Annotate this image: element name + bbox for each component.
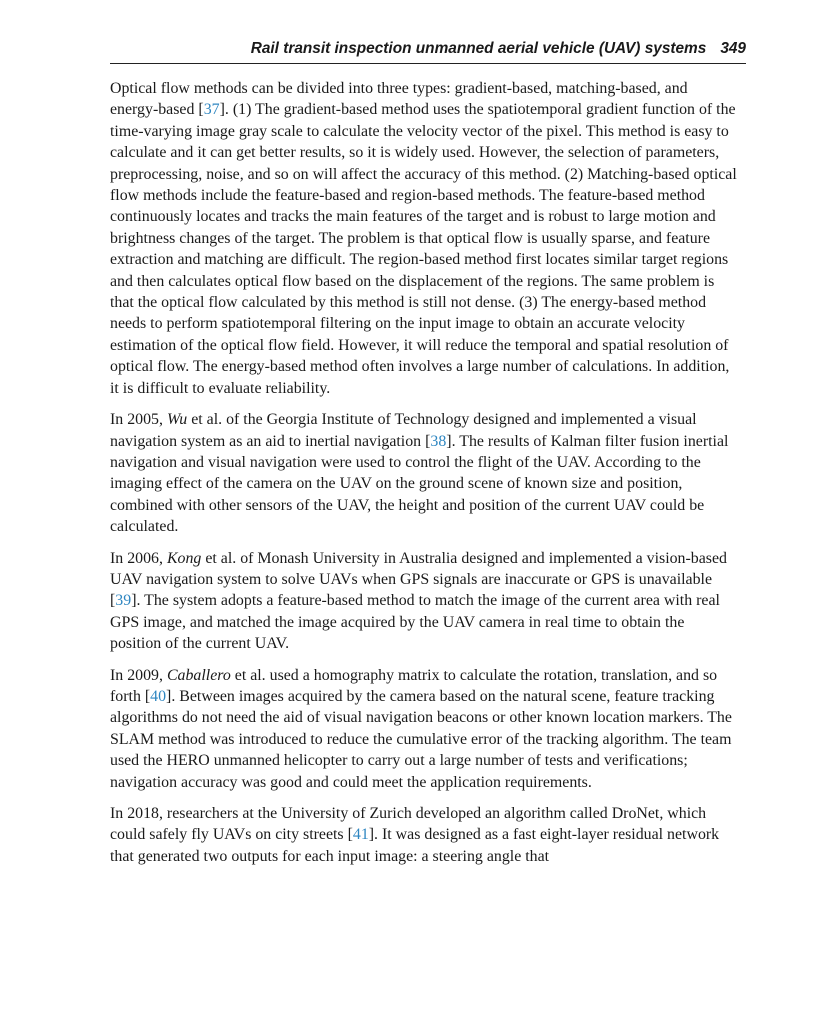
- citation-link[interactable]: 40: [150, 687, 167, 705]
- paragraph-wu-2005: [110, 409, 738, 537]
- paragraph-kong-2006: [110, 548, 738, 655]
- running-header: [110, 40, 746, 62]
- text-run: In 2005,: [110, 411, 167, 429]
- text-run: ]. Between images acquired by the camera based on the natural scene, feature tracking algorithms do not need the aid of visual navigation beacons or other known location markers. The SLAM method was introduced to reduce the cumulative error of the tracking algorithm. The team used the HERO unmanned helicopter to carry out a large number of tests and verifications; navigation accuracy was good and could meet the application requirements.: [110, 687, 732, 791]
- citation-link[interactable]: 37: [203, 101, 220, 119]
- text-run: In 2009,: [110, 666, 167, 684]
- text-run: In 2018, researchers at the University of Zurich developed an algorithm called DroNet, which could safely fly UAVs on city streets [: [110, 805, 707, 844]
- text-run: ]. The system adopts a feature-based method to match the image of the current area with real GPS image, and matched the image acquired by the UAV camera in real time to obtain the position of the current UAV.: [110, 592, 720, 653]
- text-run: et al. used a homography matrix to calculate the rotation, translation, and so forth [: [110, 666, 718, 705]
- paragraph-optical-flow: [110, 78, 738, 399]
- text-run: In 2006,: [110, 549, 167, 567]
- header-rule: [110, 63, 746, 64]
- author-name: Kong: [166, 549, 202, 567]
- author-name: Caballero: [166, 666, 231, 684]
- text-run: [: [198, 101, 204, 119]
- citation-link[interactable]: 39: [115, 592, 132, 610]
- body-text: [110, 78, 738, 877]
- page-number: 349: [720, 40, 746, 57]
- text-run: ]. It was designed as a fast eight-layer residual network that generated two outputs for each input image: a steering angle that: [110, 826, 720, 865]
- author-name: Wu: [166, 411, 188, 429]
- text-run: Optical flow methods can be divided into three types: gradient-based, matching-based, and energy-based: [110, 80, 688, 119]
- text-run: et al. of the Georgia Institute of Technology designed and implemented a visual navigation system as an aid to inertial navigation [: [110, 411, 697, 450]
- text-run: ]. (1) The gradient-based method uses the spatiotemporal gradient function of the time-varying image gray scale to calculate the velocity vector of the pixel. This method is easy to calculate and it can get better results, so it is widely used. However, the selection of parameters, preprocessing, noise, and so on will affect the accuracy of this method. (2) Matching-based optical flow methods include the feature-based and region-based methods. The feature-based method continuously locates and tracks the main features of the target and is robust to large motion and brightness changes of the target. The problem is that optical flow is usually sparse, and feature extraction and matching are difficult. The region-based method first locates similar target regions and then calculates optical flow based on the displacement of the regions. The same problem is that the optical flow calculated by this method is still not dense. (3) The energy-based method needs to perform spatiotemporal filtering on the input image to obtain an accurate velocity estimation of the optical flow field. However, it will reduce the temporal and spatial resolution of optical flow. The energy-based method often involves a large number of calculations. In addition, it is difficult to evaluate reliability.: [110, 101, 737, 397]
- citation-link[interactable]: 38: [430, 432, 447, 450]
- paragraph-dronet-2018: [110, 803, 738, 867]
- paragraph-caballero-2009: [110, 665, 738, 793]
- text-run: ]. The results of Kalman filter fusion inertial navigation and visual navigation were used to control the flight of the UAV. According to the imaging effect of the camera on the UAV on the ground scene of known size and position, combined with other sensors of the UAV, the height and position of the current UAV could be calculated.: [110, 432, 729, 536]
- running-title: Rail transit inspection unmanned aerial vehicle (UAV) systems: [250, 40, 707, 57]
- text-run: et al. of Monash University in Australia designed and implemented a vision-based UAV navigation system to solve UAVs when GPS signals are inaccurate or GPS is unavailable [: [110, 549, 727, 610]
- citation-link[interactable]: 41: [352, 826, 369, 844]
